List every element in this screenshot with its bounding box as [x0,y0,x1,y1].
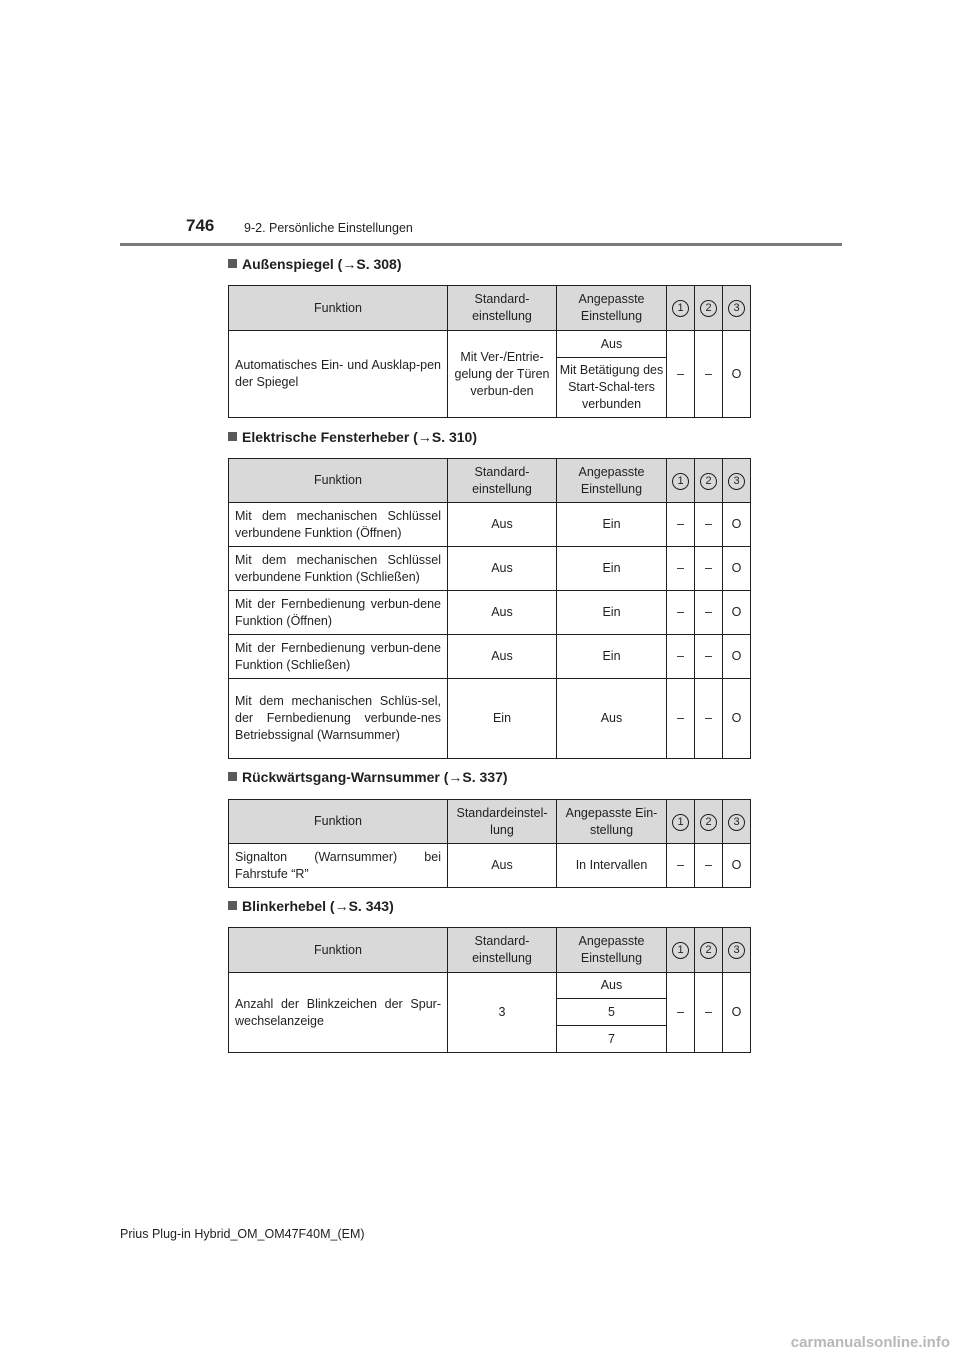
arrow-icon: → [448,769,463,785]
column-header [667,286,695,331]
column-header: Angepasste Einstellung [557,459,667,503]
table-cell-default: Aus [448,547,557,591]
table-cell-default: Ein [448,679,557,759]
footer-doc-id: Prius Plug-in Hybrid_OM_OM47F40M_(EM) [120,1227,365,1241]
table-cell-mark: – [695,591,723,635]
table-cell-mark: – [667,331,695,418]
table-cell-mark: O [723,331,751,418]
circled-number-icon: 3 [728,942,745,959]
chapter-title: 9-2. Persönliche Einstellungen [244,221,413,235]
table-row [229,635,751,679]
table-cell-custom: Aus [557,331,667,358]
table-cell-custom: Aus [557,679,667,759]
table-cell-custom: Aus [557,973,667,999]
column-header: Angepasste Einstellung [557,928,667,973]
column-header [667,459,695,503]
table-cell-mark: O [723,679,751,759]
arrow-icon: → [417,429,432,445]
table-cell-mark: – [667,547,695,591]
column-header [695,928,723,973]
table-cell-function: Mit der Fernbedienung verbun-dene Funktion (Öffnen) [229,591,448,635]
circled-number-icon: 1 [672,473,689,490]
table-row [229,844,751,888]
table-cell-custom: 7 [557,1026,667,1053]
table-cell-default: Aus [448,503,557,547]
table-cell-mark: O [723,591,751,635]
circled-number-icon: 1 [672,814,689,831]
table-cell-mark: O [723,844,751,888]
circled-number-icon: 1 [672,942,689,959]
table-cell-mark: – [667,635,695,679]
table-cell-custom: Mit Betätigung des Start-Schal-ters verbunden [557,358,667,418]
table-cell-mark: – [695,973,723,1053]
section-title: Elektrische Fensterheber (→S. 310) [228,429,477,445]
table-cell-mark: O [723,503,751,547]
settings-table [228,285,751,418]
table-cell-function: Mit der Fernbedienung verbun-dene Funktion (Schließen) [229,635,448,679]
page-number: 746 [186,216,215,235]
table-row [229,591,751,635]
table-cell-mark: – [667,844,695,888]
circled-number-icon: 2 [700,814,717,831]
table-row [229,679,751,759]
arrow-icon: → [342,256,357,272]
column-header [723,459,751,503]
column-header: Angepasste Einstellung [557,286,667,331]
table-cell-custom: Ein [557,547,667,591]
column-header: Angepasste Ein-stellung [557,800,667,844]
section-title: Blinkerhebel (→S. 343) [228,898,394,914]
column-header: Standardeinstel-lung [448,800,557,844]
watermark: carmanualsonline.info [790,1334,950,1351]
table-cell-function: Automatisches Ein- und Ausklap-pen der Spiegel [229,331,448,418]
table-cell-function: Anzahl der Blinkzeichen der Spur-wechselanzeige [229,973,448,1053]
column-header [723,286,751,331]
table-cell-mark: – [695,679,723,759]
table-cell-mark: – [667,591,695,635]
table-cell-default: Aus [448,844,557,888]
table-cell-custom: Ein [557,591,667,635]
settings-table [228,458,751,759]
table-cell-mark: O [723,547,751,591]
table-cell-mark: – [695,503,723,547]
table-cell-default: Mit Ver-/Entrie-gelung der Türen verbun-den [448,331,557,418]
table-cell-mark: – [695,331,723,418]
table-cell-default: Aus [448,591,557,635]
column-header: Funktion [229,459,448,503]
column-header [695,459,723,503]
table-cell-custom: In Intervallen [557,844,667,888]
table-cell-function: Mit dem mechanischen Schlüssel verbundene Funktion (Schließen) [229,547,448,591]
section-title: Außenspiegel (→S. 308) [228,256,402,272]
circled-number-icon: 3 [728,814,745,831]
settings-table [228,927,751,1053]
header-rule [120,243,842,246]
table-cell-custom: Ein [557,503,667,547]
circled-number-icon: 3 [728,300,745,317]
square-bullet-icon [228,901,237,910]
table-cell-mark: – [695,635,723,679]
column-header [667,928,695,973]
table-row [229,547,751,591]
section-title: Rückwärtsgang-Warnsummer (→S. 337) [228,769,508,785]
table-cell-function: Mit dem mechanischen Schlüssel verbundene Funktion (Öffnen) [229,503,448,547]
table-cell-function: Mit dem mechanischen Schlüs-sel, der Fernbedienung verbunde-nes Betriebssignal (Warnsummer) [229,679,448,759]
table-cell-mark: – [695,844,723,888]
circled-number-icon: 1 [672,300,689,317]
square-bullet-icon [228,772,237,781]
circled-number-icon: 2 [700,473,717,490]
circled-number-icon: 2 [700,300,717,317]
circled-number-icon: 3 [728,473,745,490]
square-bullet-icon [228,259,237,268]
column-header: Funktion [229,800,448,844]
table-cell-mark: – [667,503,695,547]
table-cell-mark: O [723,973,751,1053]
table-cell-mark: O [723,635,751,679]
column-header: Standard-einstellung [448,459,557,503]
settings-table [228,799,751,888]
table-cell-custom: 5 [557,999,667,1026]
table-cell-mark: – [695,547,723,591]
table-cell-mark: – [667,973,695,1053]
column-header: Funktion [229,928,448,973]
column-header: Funktion [229,286,448,331]
table-cell-default: 3 [448,973,557,1053]
column-header: Standard-einstellung [448,928,557,973]
arrow-icon: → [334,898,349,914]
table-row [229,503,751,547]
table-cell-mark: – [667,679,695,759]
table-cell-custom: Ein [557,635,667,679]
column-header [695,800,723,844]
circled-number-icon: 2 [700,942,717,959]
table-cell-function: Signalton (Warnsummer) bei Fahrstufe “R” [229,844,448,888]
column-header [723,928,751,973]
table-cell-default: Aus [448,635,557,679]
column-header: Standard-einstellung [448,286,557,331]
square-bullet-icon [228,432,237,441]
column-header [695,286,723,331]
column-header [723,800,751,844]
column-header [667,800,695,844]
